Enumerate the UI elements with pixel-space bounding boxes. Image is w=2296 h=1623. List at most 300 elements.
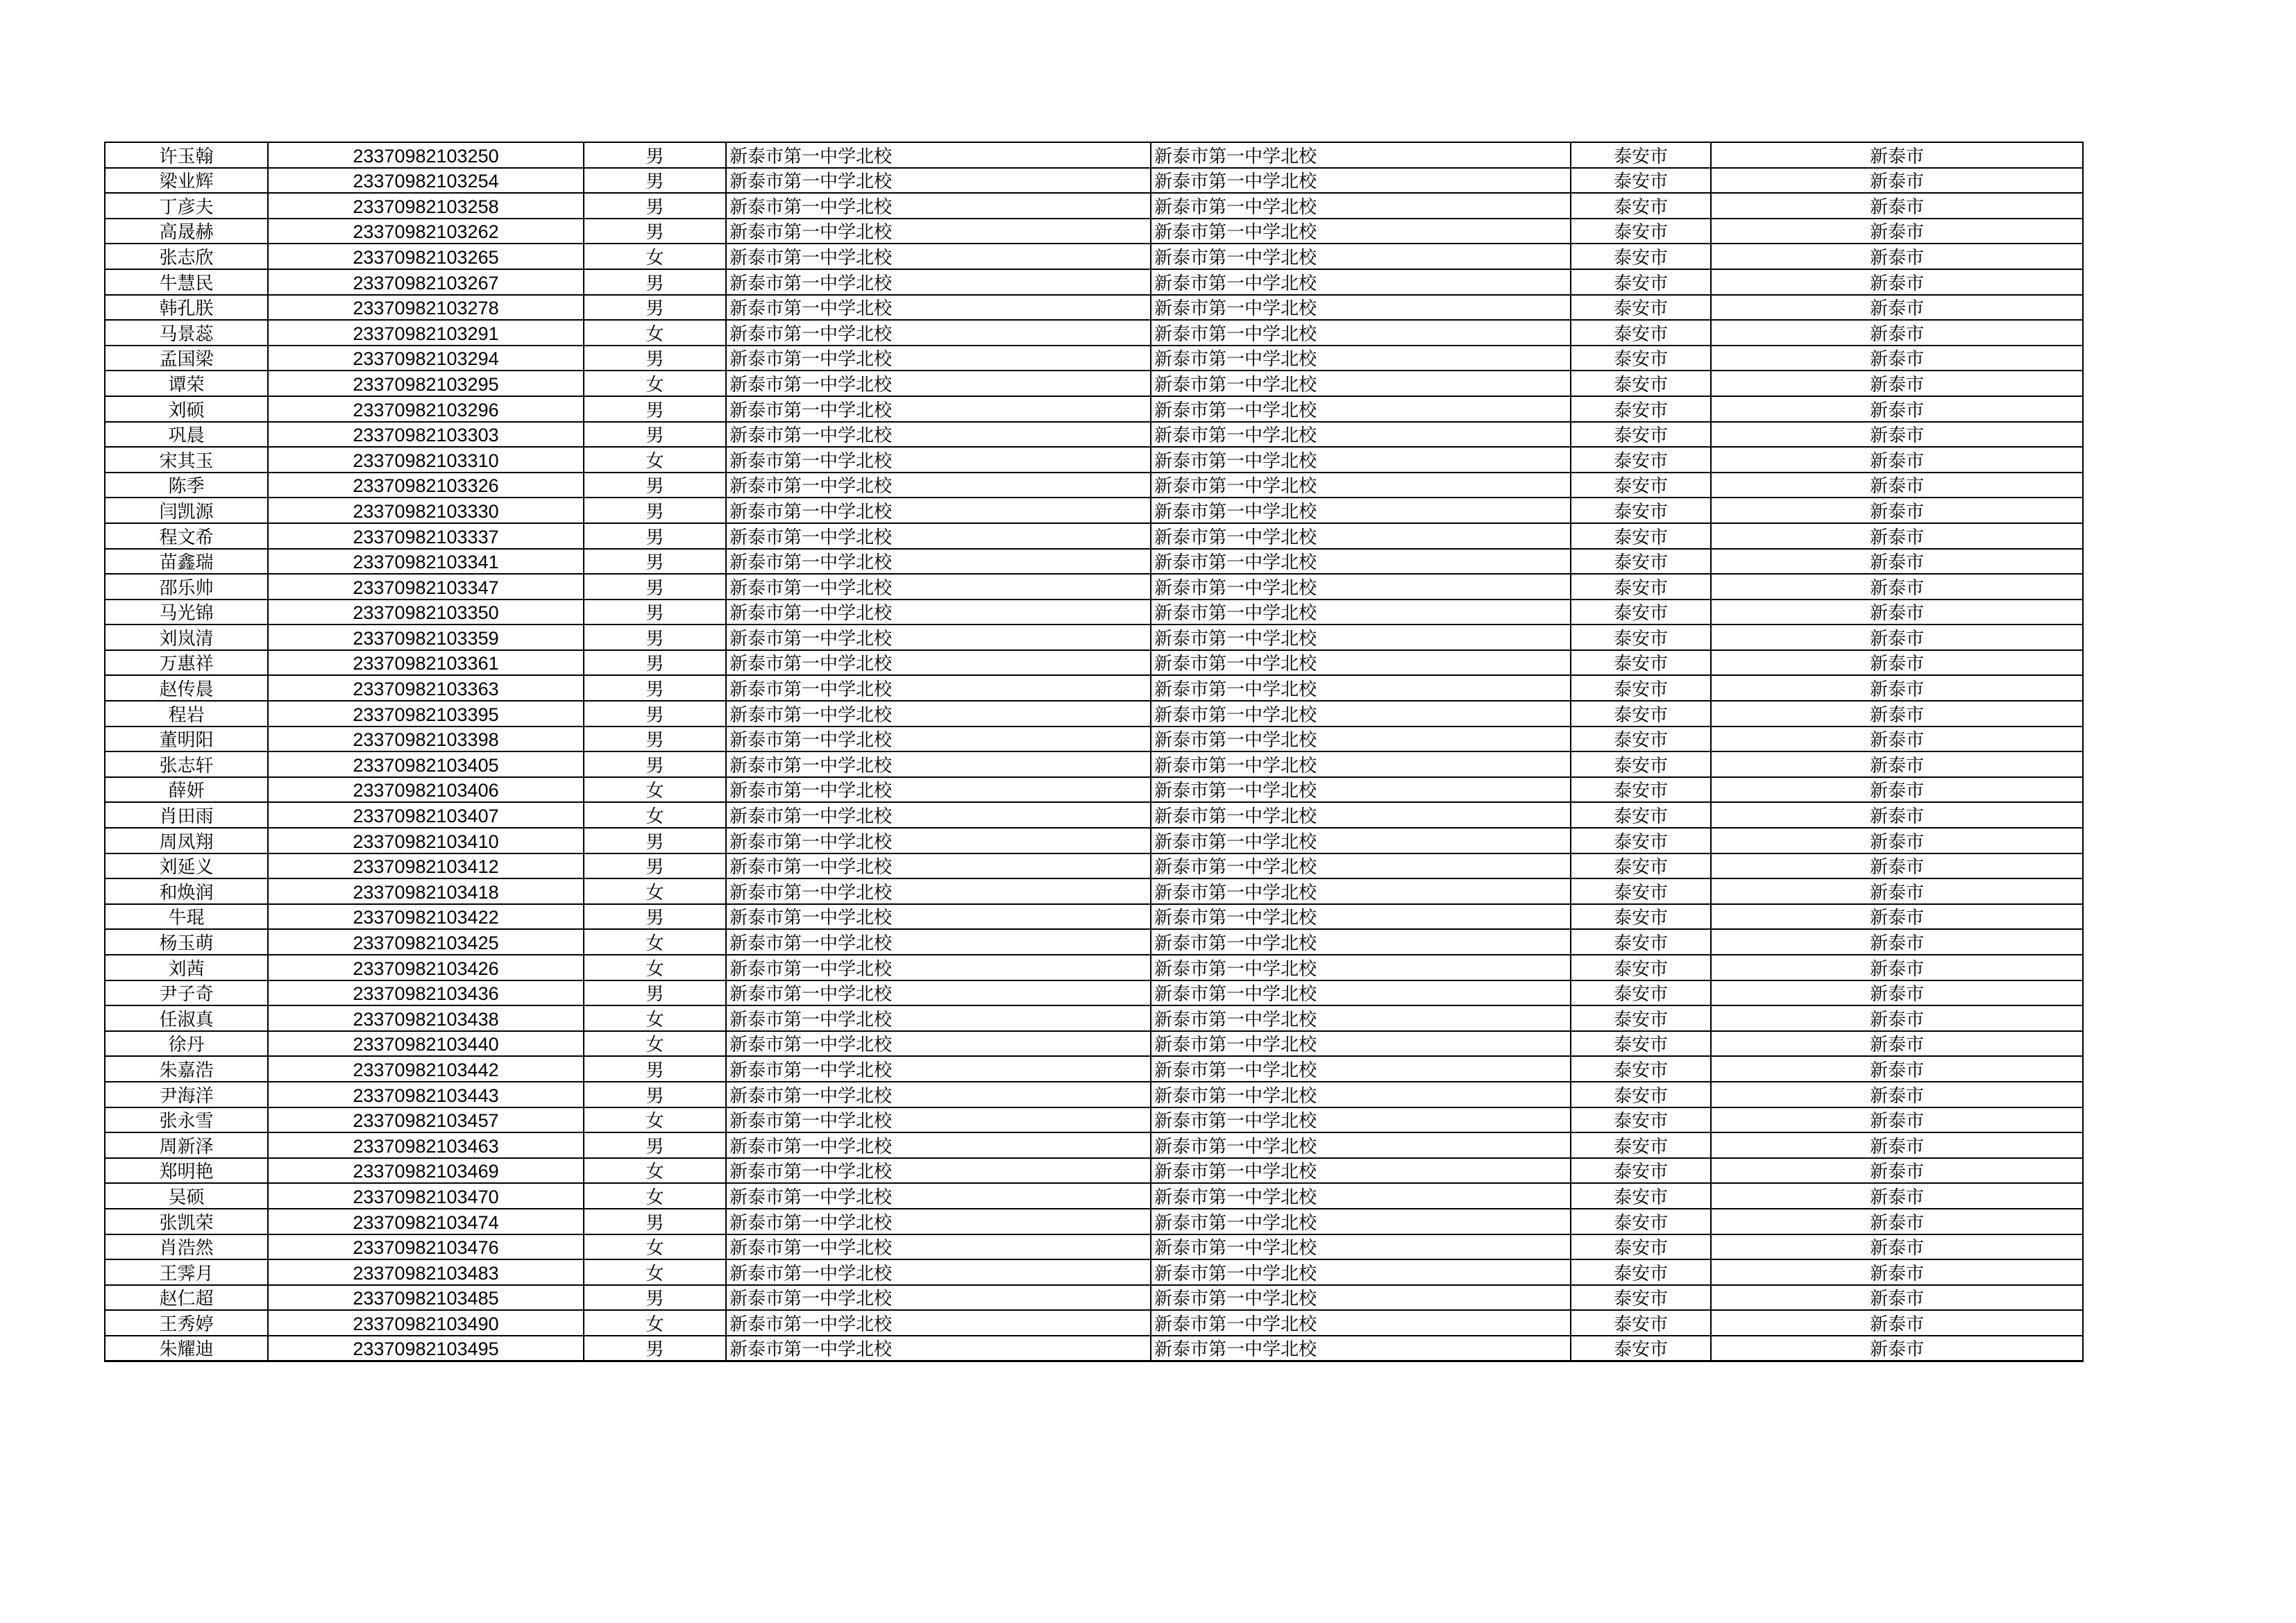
city-cell: 泰安市 [1571,701,1711,726]
county-cell: 新泰市 [1711,574,2083,600]
registered-school-cell: 新泰市第一中学北校 [1151,1082,1571,1107]
city-cell: 泰安市 [1571,447,1711,473]
gender-cell: 男 [584,219,726,244]
exam-id-cell: 23370982103359 [268,624,584,650]
school-cell: 新泰市第一中学北校 [726,549,1151,575]
city-cell: 泰安市 [1571,904,1711,930]
table-row [105,1234,2083,1260]
city-cell: 泰安市 [1571,523,1711,549]
city-cell: 泰安市 [1571,878,1711,904]
county-cell: 新泰市 [1711,1234,2083,1260]
student-name-cell: 宋其玉 [105,447,268,473]
county-cell: 新泰市 [1711,371,2083,396]
registered-school-cell: 新泰市第一中学北校 [1151,371,1571,396]
school-cell: 新泰市第一中学北校 [726,675,1151,701]
school-cell: 新泰市第一中学北校 [726,346,1151,371]
registered-school-cell: 新泰市第一中学北校 [1151,269,1571,295]
student-name-cell: 刘茜 [105,955,268,980]
student-name-cell: 程文希 [105,523,268,549]
county-cell: 新泰市 [1711,320,2083,346]
registered-school-cell: 新泰市第一中学北校 [1151,396,1571,422]
table-row [105,828,2083,853]
registered-school-cell: 新泰市第一中学北校 [1151,574,1571,600]
city-cell: 泰安市 [1571,624,1711,650]
school-cell: 新泰市第一中学北校 [726,1259,1151,1285]
county-cell: 新泰市 [1711,751,2083,777]
registered-school-cell: 新泰市第一中学北校 [1151,777,1571,803]
gender-cell: 男 [584,701,726,726]
registered-school-cell: 新泰市第一中学北校 [1151,828,1571,853]
table-row [105,1107,2083,1133]
gender-cell: 男 [584,675,726,701]
county-cell: 新泰市 [1711,1132,2083,1158]
exam-id-cell: 23370982103361 [268,650,584,676]
table-row [105,142,2083,168]
student-name-cell: 孟国梁 [105,346,268,371]
gender-cell: 男 [584,396,726,422]
registered-school-cell: 新泰市第一中学北校 [1151,1056,1571,1082]
exam-id-cell: 23370982103294 [268,346,584,371]
city-cell: 泰安市 [1571,802,1711,828]
county-cell: 新泰市 [1711,726,2083,752]
student-name-cell: 马景蕊 [105,320,268,346]
city-cell: 泰安市 [1571,320,1711,346]
county-cell: 新泰市 [1711,1005,2083,1031]
registered-school-cell: 新泰市第一中学北校 [1151,1259,1571,1285]
county-cell: 新泰市 [1711,650,2083,676]
table-row [105,295,2083,321]
exam-id-cell: 23370982103470 [268,1183,584,1209]
county-cell: 新泰市 [1711,853,2083,879]
school-cell: 新泰市第一中学北校 [726,320,1151,346]
registered-school-cell: 新泰市第一中学北校 [1151,1285,1571,1311]
table-row [105,675,2083,701]
gender-cell: 男 [584,142,726,168]
student-name-cell: 王秀婷 [105,1310,268,1336]
registered-school-cell: 新泰市第一中学北校 [1151,675,1571,701]
school-cell: 新泰市第一中学北校 [726,193,1151,219]
exam-id-cell: 23370982103469 [268,1158,584,1184]
table-row [105,777,2083,803]
student-name-cell: 陈季 [105,473,268,498]
exam-id-cell: 23370982103303 [268,422,584,448]
registered-school-cell: 新泰市第一中学北校 [1151,295,1571,321]
county-cell: 新泰市 [1711,828,2083,853]
gender-cell: 男 [584,751,726,777]
registered-school-cell: 新泰市第一中学北校 [1151,473,1571,498]
student-name-cell: 万惠祥 [105,650,268,676]
exam-id-cell: 23370982103337 [268,523,584,549]
student-name-cell: 任淑真 [105,1005,268,1031]
county-cell: 新泰市 [1711,142,2083,168]
gender-cell: 男 [584,422,726,448]
school-cell: 新泰市第一中学北校 [726,1285,1151,1311]
registered-school-cell: 新泰市第一中学北校 [1151,650,1571,676]
gender-cell: 男 [584,600,726,625]
gender-cell: 男 [584,498,726,523]
gender-cell: 女 [584,1005,726,1031]
student-name-cell: 张志欣 [105,244,268,269]
registered-school-cell: 新泰市第一中学北校 [1151,1336,1571,1361]
county-cell: 新泰市 [1711,878,2083,904]
exam-id-cell: 23370982103326 [268,473,584,498]
city-cell: 泰安市 [1571,600,1711,625]
table-row [105,498,2083,523]
table-row [105,726,2083,752]
city-cell: 泰安市 [1571,269,1711,295]
county-cell: 新泰市 [1711,1107,2083,1133]
city-cell: 泰安市 [1571,193,1711,219]
exam-id-cell: 23370982103436 [268,980,584,1006]
county-cell: 新泰市 [1711,396,2083,422]
student-name-cell: 牛慧民 [105,269,268,295]
table-row [105,853,2083,879]
city-cell: 泰安市 [1571,1285,1711,1311]
county-cell: 新泰市 [1711,422,2083,448]
table-row [105,371,2083,396]
exam-id-cell: 23370982103406 [268,777,584,803]
gender-cell: 男 [584,168,726,194]
student-name-cell: 郑明艳 [105,1158,268,1184]
gender-cell: 女 [584,447,726,473]
student-name-cell: 肖田雨 [105,802,268,828]
registered-school-cell: 新泰市第一中学北校 [1151,878,1571,904]
city-cell: 泰安市 [1571,422,1711,448]
student-name-cell: 韩孔朕 [105,295,268,321]
school-cell: 新泰市第一中学北校 [726,1107,1151,1133]
city-cell: 泰安市 [1571,675,1711,701]
gender-cell: 男 [584,853,726,879]
table-row [105,244,2083,269]
school-cell: 新泰市第一中学北校 [726,980,1151,1006]
table-row [105,396,2083,422]
school-cell: 新泰市第一中学北校 [726,751,1151,777]
city-cell: 泰安市 [1571,574,1711,600]
table-row [105,1259,2083,1285]
exam-id-cell: 23370982103425 [268,929,584,955]
gender-cell: 女 [584,777,726,803]
gender-cell: 女 [584,955,726,980]
school-cell: 新泰市第一中学北校 [726,1082,1151,1107]
exam-id-cell: 23370982103422 [268,904,584,930]
gender-cell: 男 [584,1209,726,1234]
city-cell: 泰安市 [1571,726,1711,752]
table-row [105,574,2083,600]
school-cell: 新泰市第一中学北校 [726,422,1151,448]
table-row [105,1285,2083,1311]
school-cell: 新泰市第一中学北校 [726,219,1151,244]
table-row [105,269,2083,295]
city-cell: 泰安市 [1571,955,1711,980]
school-cell: 新泰市第一中学北校 [726,955,1151,980]
exam-id-cell: 23370982103463 [268,1132,584,1158]
table-row [105,422,2083,448]
registered-school-cell: 新泰市第一中学北校 [1151,1183,1571,1209]
registered-school-cell: 新泰市第一中学北校 [1151,1132,1571,1158]
gender-cell: 男 [584,1082,726,1107]
city-cell: 泰安市 [1571,549,1711,575]
exam-id-cell: 23370982103341 [268,549,584,575]
exam-id-cell: 23370982103457 [268,1107,584,1133]
county-cell: 新泰市 [1711,1031,2083,1057]
student-name-cell: 薛妍 [105,777,268,803]
table-row [105,1336,2083,1361]
student-name-cell: 王霁月 [105,1259,268,1285]
city-cell: 泰安市 [1571,853,1711,879]
city-cell: 泰安市 [1571,1107,1711,1133]
county-cell: 新泰市 [1711,1310,2083,1336]
school-cell: 新泰市第一中学北校 [726,777,1151,803]
school-cell: 新泰市第一中学北校 [726,498,1151,523]
table-row [105,219,2083,244]
exam-id-cell: 23370982103418 [268,878,584,904]
student-name-cell: 梁业辉 [105,168,268,194]
exam-id-cell: 23370982103347 [268,574,584,600]
county-cell: 新泰市 [1711,269,2083,295]
registered-school-cell: 新泰市第一中学北校 [1151,498,1571,523]
student-name-cell: 张志轩 [105,751,268,777]
student-name-cell: 谭荣 [105,371,268,396]
registered-school-cell: 新泰市第一中学北校 [1151,1107,1571,1133]
exam-id-cell: 23370982103254 [268,168,584,194]
gender-cell: 女 [584,244,726,269]
exam-id-cell: 23370982103426 [268,955,584,980]
county-cell: 新泰市 [1711,701,2083,726]
county-cell: 新泰市 [1711,904,2083,930]
gender-cell: 男 [584,193,726,219]
exam-id-cell: 23370982103405 [268,751,584,777]
county-cell: 新泰市 [1711,1336,2083,1361]
school-cell: 新泰市第一中学北校 [726,701,1151,726]
registered-school-cell: 新泰市第一中学北校 [1151,193,1571,219]
registered-school-cell: 新泰市第一中学北校 [1151,1209,1571,1234]
table-row [105,751,2083,777]
county-cell: 新泰市 [1711,498,2083,523]
exam-id-cell: 23370982103438 [268,1005,584,1031]
table-row [105,1209,2083,1234]
city-cell: 泰安市 [1571,1056,1711,1082]
exam-id-cell: 23370982103410 [268,828,584,853]
county-cell: 新泰市 [1711,244,2083,269]
exam-id-cell: 23370982103485 [268,1285,584,1311]
city-cell: 泰安市 [1571,1132,1711,1158]
city-cell: 泰安市 [1571,219,1711,244]
school-cell: 新泰市第一中学北校 [726,1005,1151,1031]
table-row [105,346,2083,371]
gender-cell: 男 [584,624,726,650]
table-row [105,1183,2083,1209]
student-name-cell: 丁彦夫 [105,193,268,219]
registered-school-cell: 新泰市第一中学北校 [1151,1005,1571,1031]
school-cell: 新泰市第一中学北校 [726,624,1151,650]
city-cell: 泰安市 [1571,295,1711,321]
school-cell: 新泰市第一中学北校 [726,244,1151,269]
school-cell: 新泰市第一中学北校 [726,447,1151,473]
registered-school-cell: 新泰市第一中学北校 [1151,980,1571,1006]
school-cell: 新泰市第一中学北校 [726,1234,1151,1260]
student-name-cell: 刘硕 [105,396,268,422]
county-cell: 新泰市 [1711,447,2083,473]
registered-school-cell: 新泰市第一中学北校 [1151,600,1571,625]
student-name-cell: 尹海洋 [105,1082,268,1107]
school-cell: 新泰市第一中学北校 [726,1158,1151,1184]
county-cell: 新泰市 [1711,802,2083,828]
school-cell: 新泰市第一中学北校 [726,600,1151,625]
exam-id-cell: 23370982103310 [268,447,584,473]
school-cell: 新泰市第一中学北校 [726,802,1151,828]
exam-id-cell: 23370982103474 [268,1209,584,1234]
county-cell: 新泰市 [1711,219,2083,244]
table-row [105,1310,2083,1336]
gender-cell: 女 [584,371,726,396]
registered-school-cell: 新泰市第一中学北校 [1151,929,1571,955]
exam-id-cell: 23370982103443 [268,1082,584,1107]
exam-id-cell: 23370982103258 [268,193,584,219]
exam-id-cell: 23370982103440 [268,1031,584,1057]
county-cell: 新泰市 [1711,1056,2083,1082]
city-cell: 泰安市 [1571,1183,1711,1209]
city-cell: 泰安市 [1571,1158,1711,1184]
county-cell: 新泰市 [1711,929,2083,955]
city-cell: 泰安市 [1571,498,1711,523]
school-cell: 新泰市第一中学北校 [726,650,1151,676]
table-row [105,1031,2083,1057]
table-row [105,1158,2083,1184]
student-name-cell: 许玉翰 [105,142,268,168]
registered-school-cell: 新泰市第一中学北校 [1151,751,1571,777]
school-cell: 新泰市第一中学北校 [726,168,1151,194]
gender-cell: 男 [584,980,726,1006]
school-cell: 新泰市第一中学北校 [726,1132,1151,1158]
city-cell: 泰安市 [1571,1031,1711,1057]
exam-id-cell: 23370982103265 [268,244,584,269]
county-cell: 新泰市 [1711,193,2083,219]
gender-cell: 女 [584,1259,726,1285]
exam-id-cell: 23370982103330 [268,498,584,523]
gender-cell: 女 [584,1158,726,1184]
school-cell: 新泰市第一中学北校 [726,396,1151,422]
school-cell: 新泰市第一中学北校 [726,828,1151,853]
table-row [105,1005,2083,1031]
school-cell: 新泰市第一中学北校 [726,1209,1151,1234]
table-row [105,955,2083,980]
registered-school-cell: 新泰市第一中学北校 [1151,219,1571,244]
gender-cell: 男 [584,549,726,575]
exam-id-cell: 23370982103495 [268,1336,584,1361]
student-name-cell: 朱耀迪 [105,1336,268,1361]
table-row [105,878,2083,904]
roster-table [104,142,2084,1362]
exam-id-cell: 23370982103262 [268,219,584,244]
student-name-cell: 吴硕 [105,1183,268,1209]
exam-id-cell: 23370982103296 [268,396,584,422]
table-row [105,1132,2083,1158]
city-cell: 泰安市 [1571,244,1711,269]
county-cell: 新泰市 [1711,549,2083,575]
gender-cell: 男 [584,904,726,930]
registered-school-cell: 新泰市第一中学北校 [1151,168,1571,194]
city-cell: 泰安市 [1571,1005,1711,1031]
table-row [105,447,2083,473]
registered-school-cell: 新泰市第一中学北校 [1151,853,1571,879]
city-cell: 泰安市 [1571,473,1711,498]
county-cell: 新泰市 [1711,1158,2083,1184]
gender-cell: 男 [584,269,726,295]
county-cell: 新泰市 [1711,1259,2083,1285]
registered-school-cell: 新泰市第一中学北校 [1151,320,1571,346]
city-cell: 泰安市 [1571,346,1711,371]
gender-cell: 女 [584,1031,726,1057]
registered-school-cell: 新泰市第一中学北校 [1151,422,1571,448]
student-name-cell: 苗鑫瑞 [105,549,268,575]
gender-cell: 男 [584,473,726,498]
gender-cell: 女 [584,320,726,346]
exam-id-cell: 23370982103267 [268,269,584,295]
gender-cell: 男 [584,726,726,752]
school-cell: 新泰市第一中学北校 [726,269,1151,295]
table-row [105,929,2083,955]
city-cell: 泰安市 [1571,1082,1711,1107]
student-name-cell: 徐丹 [105,1031,268,1057]
gender-cell: 男 [584,1056,726,1082]
school-cell: 新泰市第一中学北校 [726,1056,1151,1082]
table-row [105,523,2083,549]
student-name-cell: 邵乐帅 [105,574,268,600]
city-cell: 泰安市 [1571,396,1711,422]
table-row [105,1082,2083,1107]
exam-id-cell: 23370982103363 [268,675,584,701]
county-cell: 新泰市 [1711,523,2083,549]
registered-school-cell: 新泰市第一中学北校 [1151,802,1571,828]
gender-cell: 女 [584,929,726,955]
registered-school-cell: 新泰市第一中学北校 [1151,1234,1571,1260]
gender-cell: 女 [584,1310,726,1336]
exam-id-cell: 23370982103291 [268,320,584,346]
registered-school-cell: 新泰市第一中学北校 [1151,904,1571,930]
school-cell: 新泰市第一中学北校 [726,1031,1151,1057]
school-cell: 新泰市第一中学北校 [726,726,1151,752]
student-name-cell: 赵仁超 [105,1285,268,1311]
exam-id-cell: 23370982103483 [268,1259,584,1285]
county-cell: 新泰市 [1711,168,2083,194]
city-cell: 泰安市 [1571,751,1711,777]
student-name-cell: 刘岚清 [105,624,268,650]
city-cell: 泰安市 [1571,371,1711,396]
student-name-cell: 和焕润 [105,878,268,904]
registered-school-cell: 新泰市第一中学北校 [1151,1310,1571,1336]
exam-id-cell: 23370982103250 [268,142,584,168]
student-name-cell: 杨玉萌 [105,929,268,955]
registered-school-cell: 新泰市第一中学北校 [1151,523,1571,549]
city-cell: 泰安市 [1571,650,1711,676]
table-row [105,904,2083,930]
city-cell: 泰安市 [1571,828,1711,853]
school-cell: 新泰市第一中学北校 [726,295,1151,321]
gender-cell: 男 [584,1285,726,1311]
exam-id-cell: 23370982103295 [268,371,584,396]
registered-school-cell: 新泰市第一中学北校 [1151,1031,1571,1057]
gender-cell: 女 [584,878,726,904]
city-cell: 泰安市 [1571,1310,1711,1336]
registered-school-cell: 新泰市第一中学北校 [1151,447,1571,473]
gender-cell: 男 [584,523,726,549]
county-cell: 新泰市 [1711,346,2083,371]
table-row [105,193,2083,219]
registered-school-cell: 新泰市第一中学北校 [1151,142,1571,168]
student-name-cell: 闫凯源 [105,498,268,523]
gender-cell: 男 [584,295,726,321]
gender-cell: 男 [584,1132,726,1158]
